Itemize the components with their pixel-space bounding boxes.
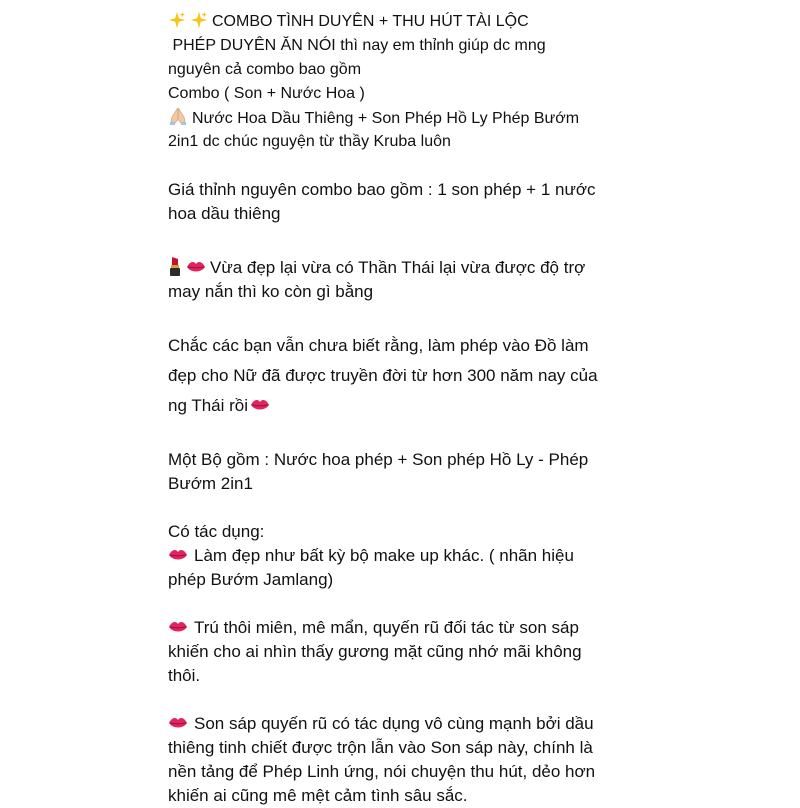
lipstick-icon xyxy=(168,256,182,276)
text-line xyxy=(168,34,638,58)
effects-heading: Có tác dụng: xyxy=(168,522,265,541)
title-line xyxy=(168,10,638,34)
line-text: ng Thái rồi xyxy=(168,396,249,415)
set-line: Một Bộ gồm : Nước hoa phép + Son phép Hồ Ly - Phép xyxy=(168,450,589,469)
text-line: Combo ( Son + Nước Hoa ) xyxy=(168,85,365,102)
effect-line xyxy=(168,712,638,736)
effect-line: thôi. xyxy=(168,666,201,685)
effect-line: nền tảng để Phép Linh ứng, nói chuyện thu hút, dẻo hơn xyxy=(168,762,596,781)
line-text: Son sáp quyến rũ có tác dụng vô cùng mạnh bởi dầu xyxy=(194,714,594,733)
history-line xyxy=(168,394,638,418)
beauty-line xyxy=(168,256,638,280)
kiss-lips-icon xyxy=(186,260,206,274)
beauty-line: may nắn thì ko còn gì bằng xyxy=(168,282,374,301)
effect-line: khiến cho ai nhìn thấy gương mặt cũng nhớ mãi không xyxy=(168,642,582,661)
text-line xyxy=(168,106,638,130)
line-text: Nước Hoa Dầu Thiêng + Son Phép Hồ Ly Phép Bướm xyxy=(192,110,580,127)
post-heading xyxy=(168,10,638,154)
price-line: hoa dầu thiêng xyxy=(168,204,281,223)
line-text: Làm đẹp như bất kỳ bộ make up khác. ( nhãn hiệu xyxy=(194,546,574,565)
title-text: COMBO TÌNH DUYÊN + THU HÚT TÀI LỘC xyxy=(212,13,529,30)
praying-hands-icon xyxy=(168,106,188,126)
sparkles-icon xyxy=(168,11,186,29)
kiss-lips-icon xyxy=(168,716,188,730)
effect-line xyxy=(168,616,638,640)
effect-line: thiêng tinh chiết được trộn lẫn vào Son sáp này, chính là xyxy=(168,738,593,757)
post-body xyxy=(168,10,638,808)
kiss-lips-icon xyxy=(250,398,270,412)
set-line: Bướm 2in1 xyxy=(168,474,253,493)
line-text: PHÉP DUYÊN ĂN NÓI thì nay em thỉnh giúp dc mng xyxy=(172,37,546,54)
line-text: Vừa đẹp lại vừa có Thần Thái lại vừa được độ trợ xyxy=(210,258,586,277)
effect-line: phép Bướm Jamlang) xyxy=(168,570,334,589)
price-line: Giá thỉnh nguyên combo bao gồm : 1 son phép + 1 nước xyxy=(168,180,596,199)
kiss-lips-icon xyxy=(168,548,188,562)
line-text: Trú thôi miên, mê mẩn, quyến rũ đối tác từ son sáp xyxy=(194,618,579,637)
sparkles-icon xyxy=(190,11,208,29)
history-line: đẹp cho Nữ đã được truyền đời từ hơn 300 năm nay của xyxy=(168,366,598,385)
effect-line: khiến ai cũng mê mệt cảm tình sâu sắc. xyxy=(168,786,468,805)
kiss-lips-icon xyxy=(168,620,188,634)
text-line: nguyên cả combo bao gồm xyxy=(168,61,362,78)
history-line: Chắc các bạn vẫn chưa biết rằng, làm phép vào Đồ làm xyxy=(168,336,589,355)
text-line: 2in1 dc chúc nguyện từ thầy Kruba luôn xyxy=(168,133,451,150)
effect-line xyxy=(168,544,638,568)
